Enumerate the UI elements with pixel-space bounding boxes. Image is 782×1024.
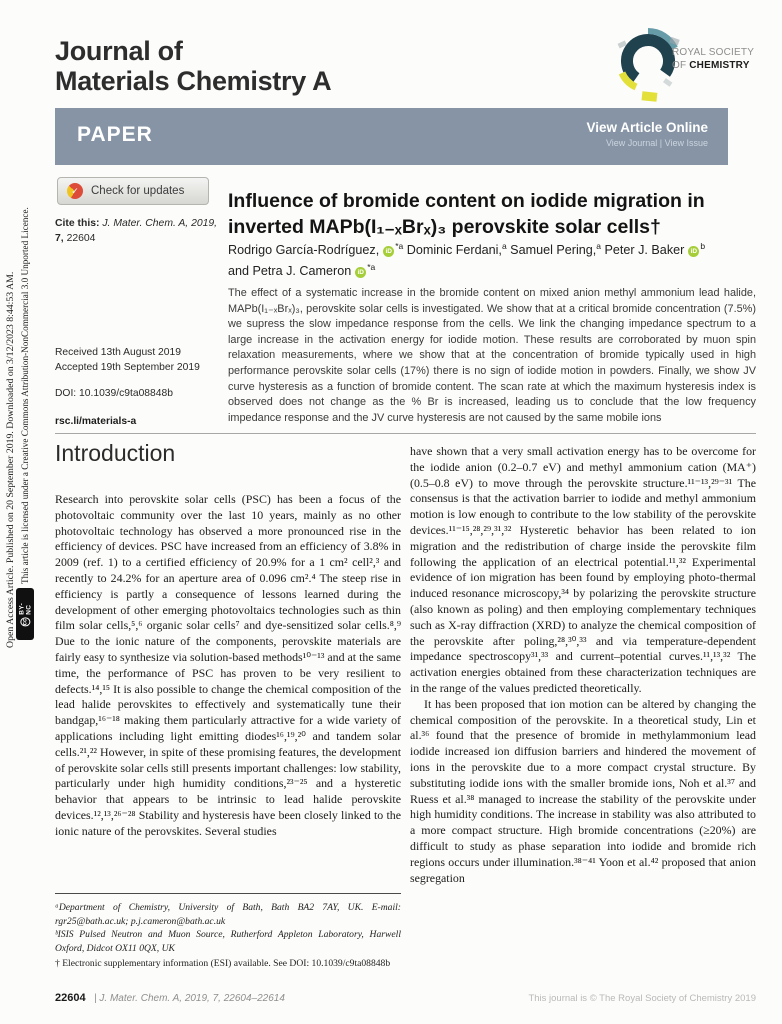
author-pering: Samuel Pering, <box>506 243 597 258</box>
cite-page: 22604 <box>66 233 96 245</box>
abstract-text: The effect of a systematic increase in the bromide content on mixed anion methyl ammonium lead halide, MAPb(I₁₋ₓBrₓ)₃, perovskite solar cells is investigated. We show that at a critical bromide concentration (7.5%) we supress the slow impedance response from the cells. We link the changing impedance spectrum to a large increase in the activation energy for iodide motion. These results are corroborated by muon spin relaxation measurements, where we show that at the concentration of bromide typically used in high performance perovskite solar cells (17%) there is no sign of iodide motion in powders. Finally, we show JV curve hysteresis as a function of bromide content. The scan rate at which the maximum hysteresis index is observed does not change as the % Br is increased, leading us to conclude that the low frequency impedance response and the JV curve hysteresis are not caused by the same mobile ions <box>228 287 756 424</box>
journal-title-line2: Materials Chemistry A <box>55 66 332 97</box>
section-heading-introduction: Introduction <box>55 440 176 466</box>
page-number: 22604 <box>55 992 86 1004</box>
cite-this-label: Cite this: <box>55 218 103 229</box>
journal-title <box>55 36 331 96</box>
view-journal-issue-links[interactable]: View Journal | View Issue <box>605 138 708 148</box>
orcid-icon[interactable]: iD <box>688 246 699 257</box>
crossmark-icon: ✓ <box>67 183 83 199</box>
esi-footnote: † Electronic supplementary information (ESI) available. See DOI: 10.1039/c9ta08848b <box>55 958 391 970</box>
intro-paragraph-3: It has been proposed that ion motion can be altered by changing the chemical composition of the perovskite. In a theoretical study, Lin et al.³⁶ found that the presence of bromide in methylammonium lead iodide increased ion diffusion barriers and hindered the movement of ions in the perovskite due to a more compact crystal structure. By substituting iodide ions with the smaller bromide ions, Noh et al.³⁷ and Ruess et al.³⁸ managed to increase the stability of the perovskite under high humidity conditions. The increase in stability was also attributed to a more compact structure. High bromide concentrations (≥20%) are difficult to study as phase separation into iodide and bromide rich regions occurs under illumination.³⁸⁻⁴¹ Yoon et al.⁴² proposed that anion segregation <box>410 696 756 885</box>
journal-site-link[interactable]: rsc.li/materials-a <box>55 416 137 428</box>
body-column-right <box>410 444 756 886</box>
cite-volume: 7, <box>55 233 67 245</box>
orcid-icon[interactable]: iD <box>355 267 366 278</box>
author-baker: Peter J. Baker <box>601 243 685 258</box>
author-affiliation-sup: b <box>700 241 706 251</box>
page-footer <box>55 988 756 1006</box>
author-affiliation-sup: a <box>501 241 507 251</box>
footer-citation <box>55 988 285 1006</box>
body-column-left <box>55 492 401 840</box>
author-list <box>228 240 760 281</box>
rsc-wordmark-line1: ROYAL SOCIETY <box>672 47 755 58</box>
accepted-date: Accepted 19th September 2019 <box>55 362 200 374</box>
article-type-banner <box>55 108 728 165</box>
footnotes-block <box>55 893 401 971</box>
rsc-wordmark-line2: OF CHEMISTRY <box>672 59 750 71</box>
view-article-online-link[interactable]: View Article Online <box>586 120 708 135</box>
cc-icon: cc <box>22 618 28 626</box>
footer-journal-reference: | J. Mater. Chem. A, 2019, 7, 22604–22614 <box>94 993 285 1004</box>
open-access-sidebar-text: Open Access Article. Published on 20 September 2019. Downloaded on 3/12/2023 8:44:53 AM. <box>5 271 16 648</box>
author-ferdani: Dominic Ferdani, <box>403 243 502 258</box>
intro-paragraph-2: have shown that a very small activation energy has to be overcome for the iodide anion (0.2–0.7 eV) and methyl ammonium cation (MA⁺) (0.5–0.8 eV) to move through the perovskite structure.¹¹⁻¹³,²⁹⁻³¹ The consensus is that the activation barrier to iodide and methyl ammonium motion is low enough to contribute to the low stability of the perovskite devices.¹¹⁻¹⁵,²⁸,²⁹,³¹,³² Hysteretic behavior has been related to ion migration and the redistribution of charge inside the perovskite film following the application of an electrical potential.¹¹,³² Experimental evidence of ion migration has been found by employing photo-thermal induced resonance microscopy,³⁴ by polarizing the perovskite structure (also known as poling) and then employing complementary techniques such as X-ray diffraction (XRD) to analyze the chemical composition of the perovskite after poling,²⁸,³⁰,³³ and via temperature-dependent impedance spectroscopy³¹,³³ and current–potential curves.¹¹,¹³,³² The activation energies obtained from these characterization techniques are in the range of the values predicted theoretically. <box>410 444 756 695</box>
cc-by-nc-badge <box>16 588 34 640</box>
affiliation-b: ᵇISIS Pulsed Neutron and Muon Source, Rutherford Appleton Laboratory, Harwell Oxford, Didcot OX11 0QX, UK <box>55 929 401 954</box>
journal-title-line1: Journal of <box>55 36 183 66</box>
author-affiliation-sup: *a <box>367 261 376 272</box>
check-for-updates-button[interactable] <box>57 177 209 205</box>
manuscript-dates <box>55 345 227 430</box>
article-title: Influence of bromide content on iodide migration in inverted MAPb(I₁₋ₓBrₓ)₃ perovskite solar cells† <box>228 190 705 238</box>
author-affiliation-sup: *a <box>395 241 404 251</box>
cc-terms-label: BY-NC <box>18 602 32 615</box>
author-affiliation-sup: a <box>596 241 602 251</box>
article-type-label: PAPER <box>77 123 153 146</box>
citation-info <box>55 216 225 246</box>
footer-copyright: This journal is © The Royal Society of Chemistry 2019 <box>528 993 756 1004</box>
check-for-updates-label: Check for updates <box>91 185 185 197</box>
received-date: Received 13th August 2019 <box>55 347 181 358</box>
doi-text: DOI: 10.1039/c9ta08848b <box>55 387 173 399</box>
intro-paragraph-1: Research into perovskite solar cells (PSC) has been a focus of the photovoltaic community over the last 10 years, mainly as no other photovoltaic technology has observed a more pronounced rise in the efficiency of devices. PSC have increased from an efficiency of 3.8% in 2009 (ref. 1) to a certified efficiency of 20.9% for a 1 cm² cell²,³ and recently to 24.2% for an aperture area of 0.096 cm².⁴ The steep rise in efficiency is partly a consequence of lessons learned during the development of other emerging photovoltaics technologies such as thin film solar cells,⁵,⁶ organic solar cells⁷ and dye-sensitized solar cells.⁸,⁹ Due to the ionic nature of the components, perovskite materials are fairly easy to synthesize via solution-based methods¹⁰⁻¹³ and at the same time, the performance of PSC has proven to be very resilient to defects.¹⁴,¹⁵ It is also possible to change the chemical composition of the lead halide perovskites to effectively and systematically tune their bandgap,¹⁶⁻¹⁸ making them particularly attractive for a wide variety of applications including light emitting diodes¹⁶,¹⁹,²⁰ and tandem solar cells.²¹,²² However, in spite of these promising features, the development of perovskite solar cells still presents important challenges: low stability, particularly under high humidity conditions,²³⁻²⁵ and a hysteretic behavior that appears to be intrinsic to lead halide perovskite devices.¹²,¹³,²⁶⁻²⁸ Stability and hysteresis have been closely linked to the ionic nature of the perovskites. Several studies <box>55 492 402 838</box>
cite-journal: J. Mater. Chem. A, 2019, <box>102 218 218 229</box>
author-garcia-rodriguez: Rodrigo García-Rodríguez, <box>228 243 380 258</box>
author-cameron: and Petra J. Cameron <box>228 263 352 278</box>
rsc-logo-wordmark <box>672 47 754 72</box>
orcid-icon[interactable]: iD <box>383 246 394 257</box>
affiliation-a: ᵃDepartment of Chemistry, University of Bath, Bath BA2 7AY, UK. E-mail: rgr25@bath.ac.uk; p.j.cameron@bath.ac.uk <box>55 902 401 927</box>
license-sidebar-text: This article is licensed under a Creative Commons Attribution-NonCommercial 3.0 Unported Licence. <box>20 207 30 584</box>
header-divider <box>55 433 756 434</box>
